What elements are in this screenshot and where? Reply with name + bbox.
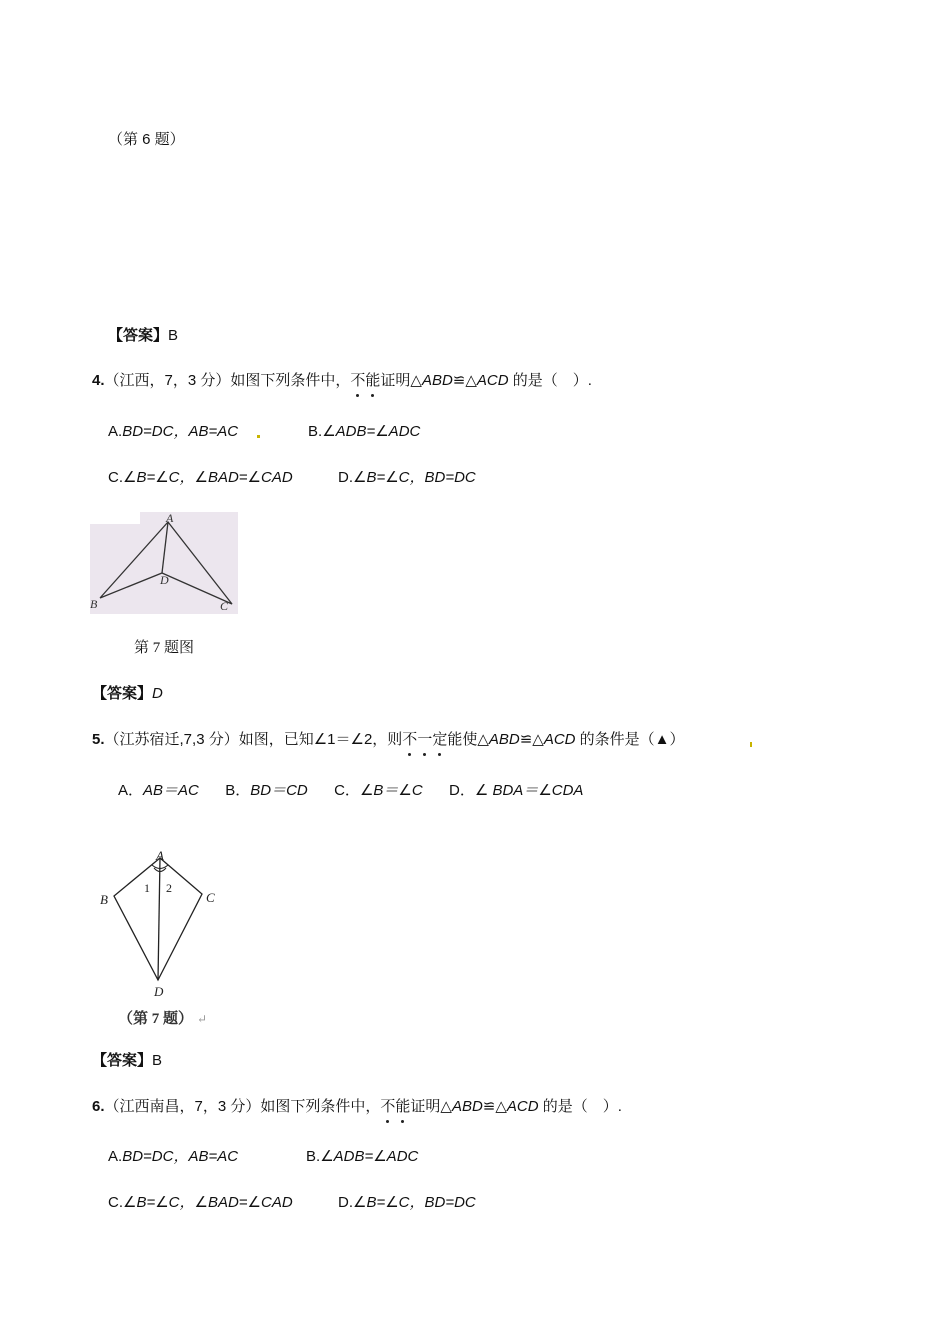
- angle-label-2: 2: [166, 881, 172, 895]
- q4-option-a: [108, 422, 238, 442]
- stem-text: 的是（ ）.: [508, 372, 592, 389]
- triangle-name: ABD: [421, 372, 453, 389]
- stem-text: 证明△: [380, 372, 422, 389]
- point-label-b: B: [100, 892, 108, 907]
- marker-dot: [750, 742, 752, 747]
- congruence-symbol: ≌△: [452, 372, 477, 389]
- emphasis-char: 能: [395, 1098, 411, 1115]
- q6-option-a: [108, 1147, 238, 1167]
- option-text: BD=DC，AB=AC: [122, 423, 239, 440]
- option-label: D．: [449, 782, 475, 799]
- fig6-caption: （第 6 题）: [108, 131, 185, 148]
- fig7-caption: 第 7 题图: [134, 640, 195, 656]
- option-label: D.: [338, 1194, 353, 1211]
- answer-value: D: [152, 685, 163, 702]
- option-label: C.: [108, 469, 123, 486]
- triangle-name: ACD: [506, 1098, 539, 1115]
- fig-q5-caption: [118, 1009, 207, 1029]
- question-5-stem: [92, 730, 685, 750]
- answer-4: [92, 684, 163, 704]
- answer-5: [92, 1051, 162, 1071]
- option-text: ∠ADB=∠ADC: [320, 1148, 419, 1165]
- segment-ad: [158, 858, 160, 980]
- point-label-a: A: [156, 848, 164, 863]
- congruence-symbol: ≌△: [482, 1098, 507, 1115]
- stem-text: 证明△: [410, 1098, 452, 1115]
- triangle-figure: [90, 512, 238, 614]
- stem-text: （江苏宿迁,7,3 分）如图，已知∠1＝∠2，则: [104, 731, 403, 748]
- answer-prefix: 【答案】: [108, 327, 169, 344]
- option-label: B．: [225, 782, 251, 799]
- congruence-symbol: ≌△: [519, 731, 544, 748]
- angle-label-1: 1: [144, 881, 150, 895]
- point-label-d: D: [154, 984, 164, 999]
- emphasis-char: 能: [365, 372, 381, 389]
- option-label: B.: [308, 423, 323, 440]
- triangle-name: ABD: [451, 1098, 483, 1115]
- question-4-stem: [92, 371, 592, 391]
- option-text: ∠B＝∠C: [359, 782, 423, 799]
- option-label: A.: [108, 423, 123, 440]
- q4-option-c: [108, 468, 293, 488]
- marker-dot: [257, 435, 260, 438]
- triangle-name: ACD: [476, 372, 509, 389]
- stem-text: 能使△: [447, 731, 489, 748]
- figure-background: [90, 512, 140, 524]
- option-text: ∠ BDA＝∠CDA: [474, 782, 584, 799]
- question-number: 6.: [92, 1098, 105, 1115]
- triangle-name: ACD: [543, 731, 576, 748]
- stem-text: 的是（ ）.: [538, 1098, 622, 1115]
- q4-option-b: [308, 422, 420, 442]
- triangle-name: ABD: [488, 731, 520, 748]
- question-6-stem: [92, 1097, 622, 1117]
- point-label-c: C: [220, 599, 229, 613]
- point-label-a: A: [166, 512, 174, 525]
- q6-option-d: [338, 1193, 476, 1213]
- point-label-d: D: [160, 573, 169, 587]
- emphasis-char: 不: [350, 372, 366, 389]
- option-label: A．: [118, 782, 144, 799]
- answer-value: B: [168, 327, 179, 344]
- q5-options: [118, 781, 583, 801]
- option-label: D.: [338, 469, 353, 486]
- option-text: AB＝AC: [143, 782, 199, 799]
- option-label: C.: [108, 1194, 123, 1211]
- emphasis-char: 一: [417, 731, 433, 748]
- figure-q4: [90, 512, 238, 614]
- stem-text: 的条件是（▲）: [575, 731, 685, 748]
- option-label: C．: [334, 782, 360, 799]
- answer-prefix: 【答案】: [92, 1052, 153, 1069]
- option-label: A.: [108, 1148, 123, 1165]
- emphasis-char: 定: [432, 731, 448, 748]
- stem-text: （江西南昌，7，3 分）如图下列条件中，: [104, 1098, 381, 1115]
- return-mark-icon: ↵: [197, 1012, 208, 1026]
- kite-figure: [96, 848, 226, 1000]
- question-number: 5.: [92, 731, 105, 748]
- figure-q5: [96, 848, 226, 1000]
- option-text: ∠B=∠C，∠BAD=∠CAD: [123, 469, 293, 486]
- option-text: ∠B=∠C，∠BAD=∠CAD: [123, 1194, 293, 1211]
- option-text: BD＝CD: [250, 782, 308, 799]
- option-text: BD=DC，AB=AC: [122, 1148, 239, 1165]
- caption-text: （第 7 题）: [118, 1011, 194, 1027]
- emphasis-char: 不: [402, 731, 418, 748]
- option-text: ∠B=∠C，BD=DC: [353, 469, 476, 486]
- option-label: B.: [306, 1148, 321, 1165]
- answer-prefix: 【答案】: [92, 685, 153, 702]
- q4-option-d: [338, 468, 476, 488]
- q6-option-b: [306, 1147, 418, 1167]
- q6-option-c: [108, 1193, 293, 1213]
- option-text: ∠ADB=∠ADC: [322, 423, 421, 440]
- answer-value: B: [152, 1052, 163, 1069]
- stem-text: （江西，7，3 分）如图下列条件中，: [104, 372, 351, 389]
- option-text: ∠B=∠C，BD=DC: [353, 1194, 476, 1211]
- emphasis-char: 不: [380, 1098, 396, 1115]
- question-number: 4.: [92, 372, 105, 389]
- answer-3: [108, 326, 178, 346]
- point-label-c: C: [206, 890, 215, 905]
- point-label-b: B: [90, 597, 98, 611]
